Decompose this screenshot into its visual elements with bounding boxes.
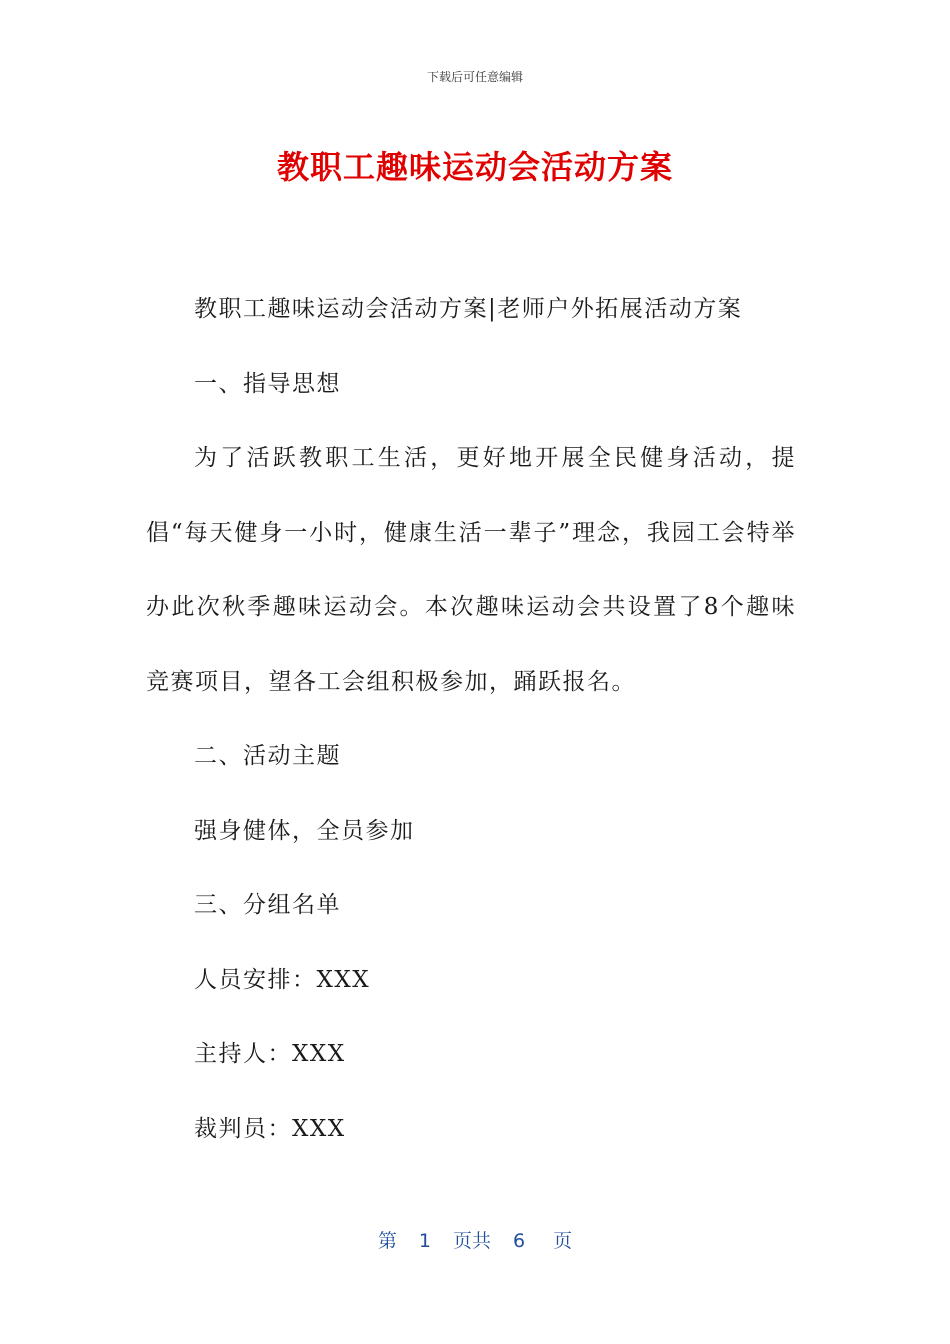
- page-footer: [0, 1226, 950, 1253]
- footer-total-pages: 6: [513, 1230, 526, 1252]
- role-staff-arrangement: 人员安排：XXX: [194, 966, 371, 993]
- document-title: 教职工趣味运动会活动方案: [276, 148, 673, 186]
- footer-current-page: 1: [418, 1230, 431, 1252]
- section-heading-group-list: 三、分组名单: [194, 892, 341, 918]
- footer-middle: 页共: [452, 1230, 491, 1252]
- footer-suffix: 页: [553, 1230, 573, 1252]
- footer-prefix: 第: [377, 1230, 397, 1252]
- guiding-ideology-paragraph: 为了活跃教职工生活，更好地开展全民健身活动，提倡“每天健身一小时，健康生活一辈子”理念，我园工会特举办此次秋季趣味运动会。本次趣味运动会共设置了8个趣味竞赛项目，望各工会组积极参加，踊跃报名。: [146, 445, 796, 695]
- section-heading-guiding-ideology: 一、指导思想: [194, 370, 341, 397]
- role-referee: 裁判员：XXX: [194, 1115, 346, 1142]
- document-body: [146, 272, 796, 1166]
- role-host: 主持人：XXX: [194, 1041, 346, 1067]
- subtitle-line: 教职工趣味运动会活动方案|老师户外拓展活动方案: [194, 296, 743, 322]
- header-note: 下载后可任意编辑: [426, 70, 523, 84]
- activity-theme-text: 强身健体，全员参加: [194, 817, 415, 844]
- section-heading-activity-theme: 二、活动主题: [194, 743, 341, 769]
